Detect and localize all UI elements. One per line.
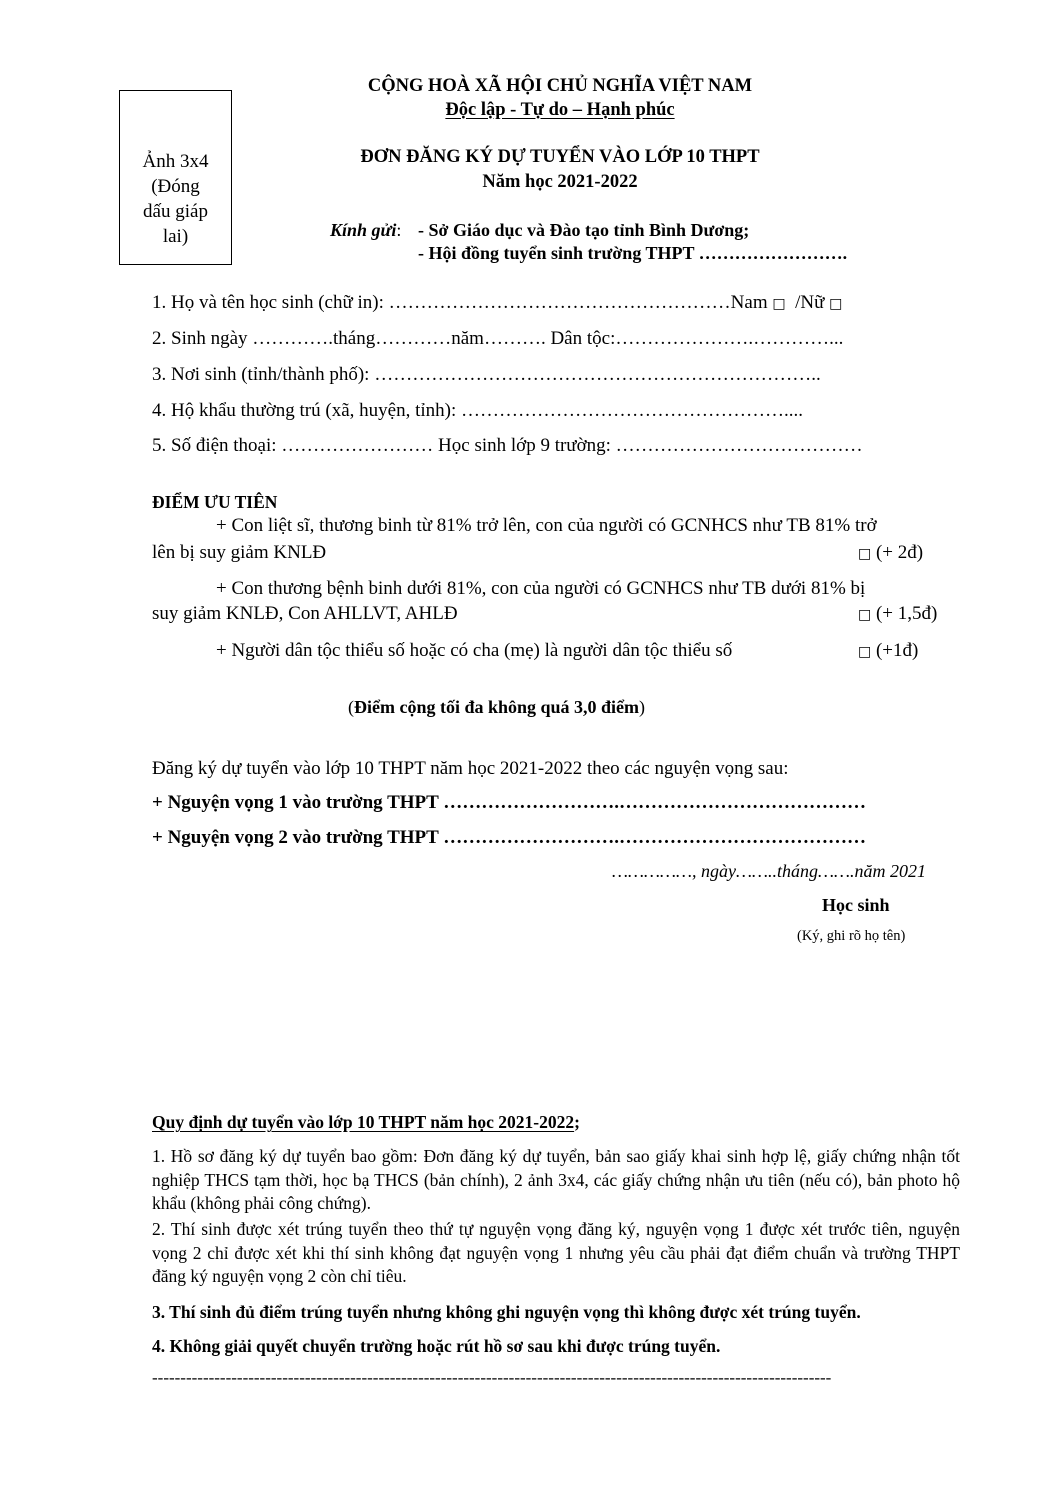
recipient-label: Kính gửi: (330, 220, 402, 240)
priority-1-line-1: + Con liệt sĩ, thương binh từ 81% trở lên, con của người có GCNHCS như TB 81% trở (216, 515, 877, 536)
field-birth-date[interactable]: 2. Sinh ngày ………….tháng…………năm………. Dân tộc:………………….…………... (152, 328, 844, 349)
photo-placeholder-box (119, 90, 232, 265)
field-wish-2[interactable]: + Nguyện vọng 2 vào trường THPT ……………………….………………………………… (152, 827, 866, 848)
rule-3: 3. Thí sinh đủ điểm trúng tuyển nhưng không ghi nguyện vọng thì không được xét trúng tuyển. (152, 1302, 861, 1322)
priority-2-option[interactable]: □ (+ 1,5đ) (858, 603, 938, 624)
national-motto: Độc lập - Tự do – Hạnh phúc (445, 100, 675, 120)
signer-note: (Ký, ghi rõ họ tên) (797, 928, 906, 944)
checkbox-priority-2-icon[interactable]: □ (858, 607, 872, 623)
date-line: ……………, ngày……..tháng…….năm 2021 (612, 861, 927, 881)
rule-2: 2. Thí sinh được xét trúng tuyển theo thứ tự nguyện vọng đăng ký, nguyện vọng 1 được xét trước tiên, nguyện vọng 2 chỉ được xét khi thí sinh không đạt nguyện vọng 1 nhưng yêu cầu phải đạt điểm chuẩn và trường THPT đăng ký nguyện vọng 2 còn chỉ tiêu. (152, 1219, 960, 1286)
max-points-note: (Điểm cộng tối đa không quá 3,0 điểm) (348, 697, 646, 717)
signer-label: Học sinh (822, 895, 890, 915)
priority-1-option[interactable]: □ (+ 2đ) (858, 542, 924, 563)
priority-3-option[interactable]: □ (+1đ) (858, 640, 919, 661)
form-title: ĐƠN ĐĂNG KÝ DỰ TUYỂN VÀO LỚP 10 THPT (360, 147, 760, 167)
priority-2-line-1: + Con thương bệnh binh dưới 81%, con của người có GCNHCS như TB dưới 81% bị (216, 578, 866, 599)
field-residence[interactable]: 4. Hộ khẩu thường trú (xã, huyện, tỉnh): …………………………………………….... (152, 400, 803, 421)
registration-intro: Đăng ký dự tuyển vào lớp 10 THPT năm học 2021-2022 theo các nguyện vọng sau: (152, 758, 789, 779)
recipient-1: - Sở Giáo dục và Đào tạo tỉnh Bình Dương; (418, 220, 750, 240)
priority-1-line-2: lên bị suy giảm KNLĐ (152, 542, 327, 563)
school-year: Năm học 2021-2022 (482, 172, 638, 192)
field-phone-school[interactable]: 5. Số điện thoại: …………………… Học sinh lớp 9 trường: ………………………………… (152, 435, 863, 456)
checkbox-male-icon[interactable]: □ (772, 296, 786, 312)
checkbox-priority-1-icon[interactable]: □ (858, 546, 872, 562)
priority-heading: ĐIỂM ƯU TIÊN (152, 492, 278, 512)
photo-line-3: dấu giáp (143, 201, 208, 222)
rule-1: 1. Hồ sơ đăng ký dự tuyển bao gồm: Đơn đăng ký dự tuyển, bản sao giấy khai sinh hợp lệ, giấy chứng nhận tốt nghiệp THCS tạm thời, học bạ THCS (bản chính), 2 ảnh 3x4, các giấy chứng nhận ưu tiên (nếu có), bản photo hộ khẩu (không phải công chứng). (152, 1146, 960, 1213)
field-birth-place[interactable]: 3. Nơi sinh (tỉnh/thành phố): …………………………………………………………….. (152, 364, 821, 385)
rule-4: 4. Không giải quyết chuyển trường hoặc rút hồ sơ sau khi được trúng tuyển. (152, 1336, 721, 1356)
photo-instructions (120, 149, 231, 249)
field-student-name[interactable]: 1. Họ và tên học sinh (chữ in): ………………………………………………Nam □ /Nữ □ (152, 292, 843, 313)
republic-heading: CỘNG HOÀ XÃ HỘI CHỦ NGHĨA VIỆT NAM (367, 76, 753, 96)
bottom-separator: ------------------------------------------------------------------------------------------------------------------------ (152, 1368, 832, 1387)
checkbox-female-icon[interactable]: □ (829, 296, 843, 312)
field-wish-1[interactable]: + Nguyện vọng 1 vào trường THPT ……………………….………………………………… (152, 792, 866, 813)
checkbox-priority-3-icon[interactable]: □ (858, 644, 872, 660)
photo-line-4: lai) (162, 226, 189, 247)
recipient-2: - Hội đồng tuyển sinh trường THPT ……………………. (418, 243, 848, 263)
priority-2-line-2: suy giảm KNLĐ, Con AHLLVT, AHLĐ (152, 603, 458, 624)
rules-title: Quy định dự tuyển vào lớp 10 THPT năm học 2021-2022; (152, 1112, 580, 1132)
photo-line-1: Ảnh 3x4 (142, 151, 209, 172)
priority-3-line-1: + Người dân tộc thiểu số hoặc có cha (mẹ) là người dân tộc thiểu số (216, 640, 733, 661)
photo-line-2: (Đóng (151, 176, 200, 197)
